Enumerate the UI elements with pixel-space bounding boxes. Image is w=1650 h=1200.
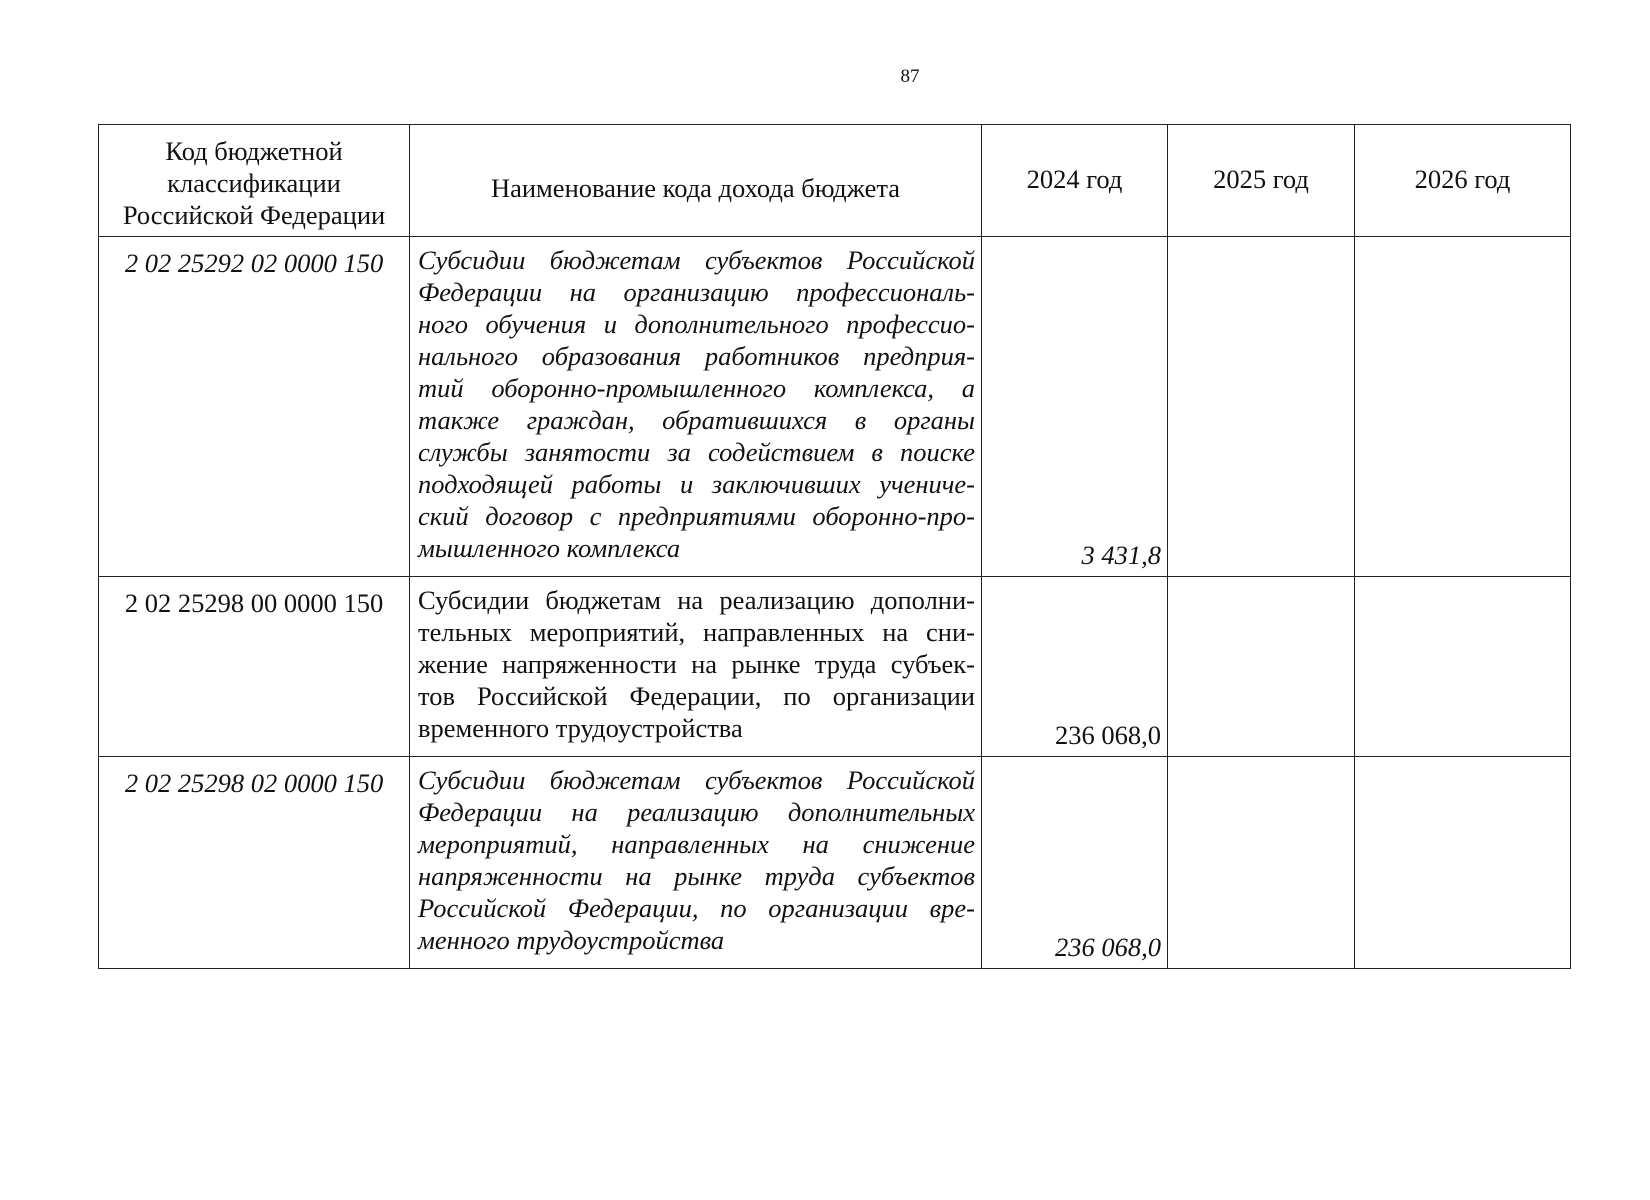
value-2026 (1355, 577, 1571, 757)
name-line: временного трудоустройства (418, 713, 743, 743)
name-line: также граждан, обратившихся в органы (418, 405, 975, 435)
header-2024: 2024 год (982, 125, 1168, 237)
value-2025 (1168, 577, 1355, 757)
name-line: подходящей работы и заключивших учениче- (418, 469, 975, 499)
header-2026: 2026 год (1355, 125, 1571, 237)
value-2026 (1355, 757, 1571, 969)
table-row (99, 757, 1571, 969)
table-row (99, 577, 1571, 757)
name-line: ский договор с предприятиями оборонно-про- (418, 501, 975, 531)
value-2025 (1168, 757, 1355, 969)
name-line: жение напряженности на рынке труда субъек- (418, 649, 975, 679)
name-line: тий оборонно-промышленного комплекса, а (418, 373, 975, 403)
name-line: напряженности на рынке труда субъектов (418, 861, 975, 891)
header-2025: 2025 год (1168, 125, 1355, 237)
code-cell: 2 02 25298 02 0000 150 (99, 757, 410, 969)
name-line: Субсидии бюджетам субъектов Российской (418, 245, 975, 275)
table-row (99, 237, 1571, 577)
header-name: Наименование кода дохода бюджета (410, 125, 982, 237)
page-number: 87 (900, 66, 920, 87)
name-line: тов Российской Федерации, по организации (418, 681, 975, 711)
value-2026 (1355, 237, 1571, 577)
name-cell (410, 757, 982, 969)
code-cell: 2 02 25298 00 0000 150 (99, 577, 410, 757)
value-2024: 3 431,8 (982, 237, 1168, 577)
code-cell: 2 02 25292 02 0000 150 (99, 237, 410, 577)
name-line: мероприятий, направленных на снижение (418, 829, 975, 859)
name-line: Федерации на организацию профессиональ- (418, 277, 975, 307)
table-header-row (99, 125, 1571, 237)
name-line: Федерации на реализацию дополнительных (418, 797, 975, 827)
name-line: тельных мероприятий, направленных на сни- (418, 617, 975, 647)
name-cell (410, 577, 982, 757)
name-line: Субсидии бюджетам на реализацию дополни- (418, 585, 975, 615)
value-2025 (1168, 237, 1355, 577)
name-line: нального образования работников предприя- (418, 341, 975, 371)
name-line: менного трудоустройства (418, 925, 725, 955)
header-code: Код бюджетной классификации Российской Федерации (99, 125, 410, 237)
value-2024: 236 068,0 (982, 577, 1168, 757)
name-line: мышленного комплекса (418, 533, 681, 563)
name-cell (410, 237, 982, 577)
name-line: Российской Федерации, по организации вре- (418, 893, 975, 923)
name-line: Субсидии бюджетам субъектов Российской (418, 765, 975, 795)
value-2024: 236 068,0 (982, 757, 1168, 969)
name-line: службы занятости за содействием в поиске (418, 437, 975, 467)
name-line: ного обучения и дополнительного профессио- (418, 309, 975, 339)
budget-revenue-table (98, 124, 1571, 969)
